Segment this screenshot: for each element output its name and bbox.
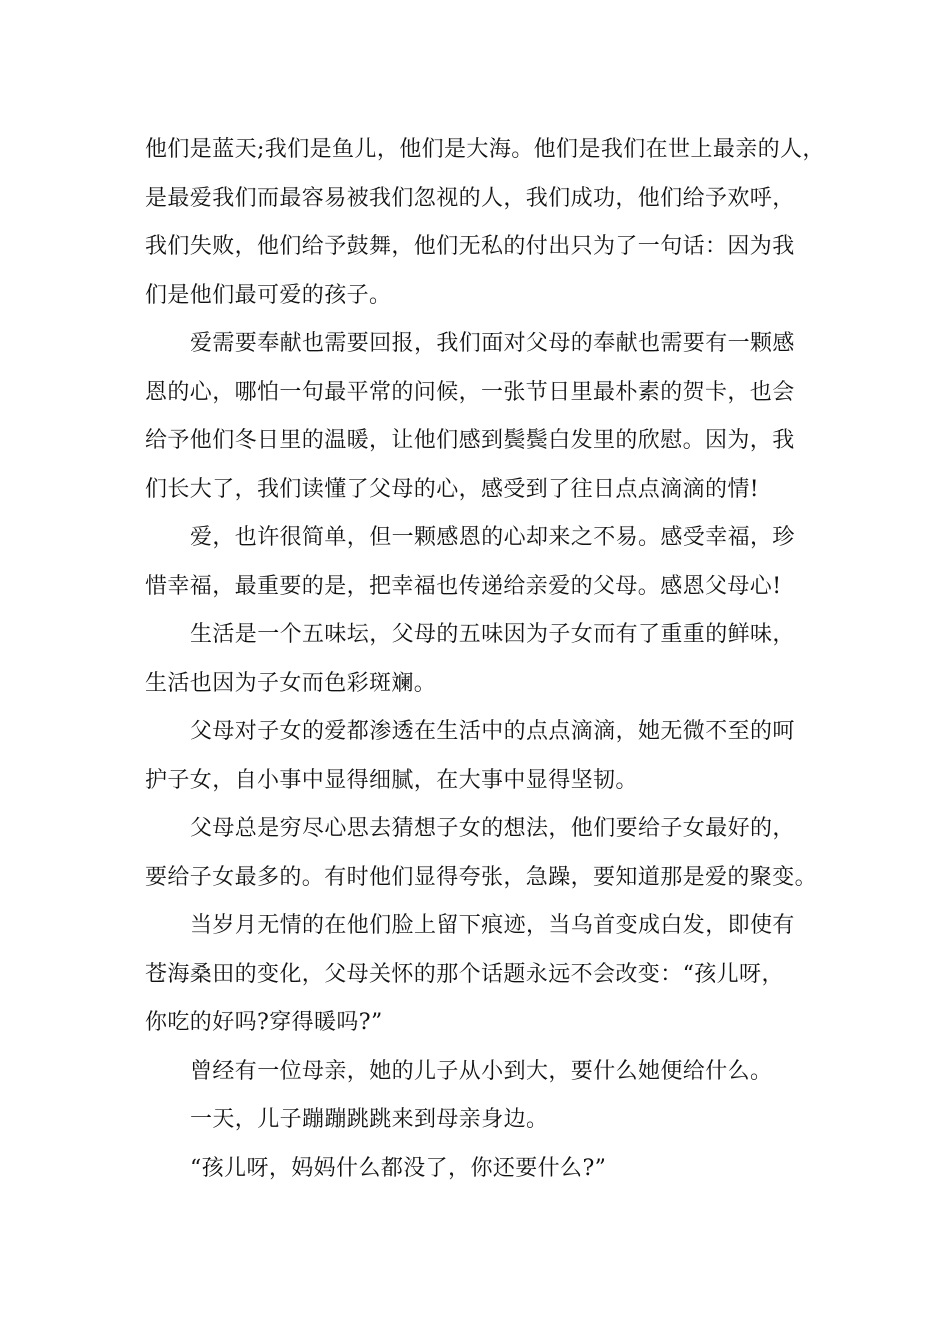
text-line: 父母总是穷尽心思去猜想子女的想法，他们要给子女最好的， xyxy=(190,816,795,841)
text-line: 当岁月无情的在他们脸上留下痕迹，当乌首变成白发，即使有 xyxy=(190,913,795,938)
text-line: 给予他们冬日里的温暖，让他们感到鬓鬓白发里的欣慰。因为，我 xyxy=(145,428,795,453)
text-line: 惜幸福，最重要的是，把幸福也传递给亲爱的父母。感恩父母心! xyxy=(145,573,782,599)
text-line: 父母对子女的爱都渗透在生活中的点点滴滴，她无微不至的呵 xyxy=(190,719,795,744)
text-line: 爱需要奉献也需要回报，我们面对父母的奉献也需要有一颗感 xyxy=(190,331,795,356)
body-text xyxy=(145,126,825,1193)
text-line: “孩儿呀，妈妈什么都没了，你还要什么?” xyxy=(190,1155,607,1181)
text-line: 是最爱我们而最容易被我们忽视的人，我们成功，他们给予欢呼， xyxy=(145,185,795,211)
text-line: 苍海桑田的变化，父母关怀的那个话题永远不会改变：“孩儿呀， xyxy=(145,961,784,987)
text-line: 们是他们最可爱的孩子。 xyxy=(145,282,392,308)
text-line: 生活也因为子女而色彩斑斓。 xyxy=(145,670,437,696)
text-line: 护子女，自小事中显得细腻，在大事中显得坚韧。 xyxy=(145,767,638,793)
text-line: 恩的心，哪怕一句最平常的问候，一张节日里最朴素的贺卡，也会 xyxy=(145,379,795,405)
text-line: 曾经有一位母亲，她的儿子从小到大，要什么她便给什么。 xyxy=(190,1058,773,1084)
text-line: 我们失败，他们给予鼓舞，他们无私的付出只为了一句话：因为我 xyxy=(145,234,795,259)
text-line: 生活是一个五味坛，父母的五味因为子女而有了重重的鲜味， xyxy=(190,622,795,647)
text-line: 他们是蓝天;我们是鱼儿，他们是大海。他们是我们在世上最亲的人， xyxy=(145,137,825,162)
text-line: 们长大了，我们读懂了父母的心，感受到了往日点点滴滴的情! xyxy=(145,476,760,502)
text-line: 你吃的好吗?穿得暖吗?” xyxy=(145,1010,383,1035)
text-line: 爱，也许很简单，但一颗感恩的心却来之不易。感受幸福，珍 xyxy=(190,525,795,550)
text-line: 要给子女最多的。有时他们显得夸张，急躁，要知道那是爱的聚变。 xyxy=(145,864,818,890)
text-line: 一天，儿子蹦蹦跳跳来到母亲身边。 xyxy=(190,1107,549,1132)
